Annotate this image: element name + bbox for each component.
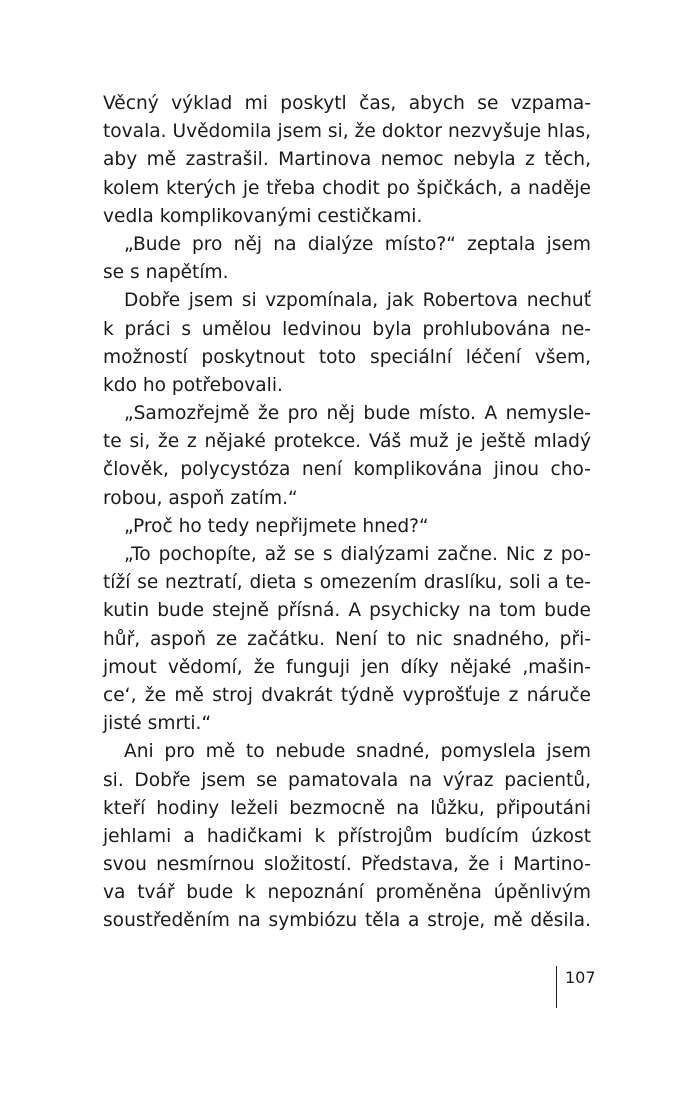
text-line: hůř, aspoň ze začátku. Není to nic snadného, při- bbox=[103, 628, 591, 650]
text-line: tovala. Uvědomila jsem si, že doktor nezvyšuje hlas, bbox=[103, 121, 591, 143]
text-line: kdo ho potřebovali. bbox=[103, 374, 283, 396]
page-number: 107 bbox=[565, 968, 596, 987]
text-line: va tvář bude k nepoznání proměněna úpěnlivým bbox=[103, 882, 591, 904]
text-line: „To pochopíte, až se s dialýzami začne. Nic z po- bbox=[124, 544, 591, 565]
text-line: robou, aspoň zatím.“ bbox=[103, 487, 298, 509]
text-line: ce‘, že mě stroj dvakrát týdně vyprošťuje z náruče bbox=[103, 684, 591, 706]
body-text bbox=[103, 90, 591, 936]
text-line: vedla komplikovanými cestičkami. bbox=[103, 205, 423, 227]
text-line: jisté smrti.“ bbox=[103, 713, 212, 735]
text-line: tíží se neztratí, dieta s omezením draslíku, soli a te- bbox=[103, 572, 591, 594]
text-line: člověk, polycystóza není komplikována jinou cho- bbox=[103, 459, 591, 481]
text-line: kutin bude stejně přísná. A psychicky na tom bude bbox=[103, 600, 591, 622]
text-line: Ani pro mě to nebude snadné, pomyslela jsem bbox=[124, 741, 591, 763]
text-line: se s napětím. bbox=[103, 262, 229, 284]
text-line: kolem kterých je třeba chodit po špičkách, a naděje bbox=[103, 177, 591, 199]
text-line: jehlami a hadičkami k přístrojům budícím úzkost bbox=[103, 825, 591, 847]
text-line: Věcný výklad mi poskytl čas, abych se vzpama- bbox=[103, 93, 591, 114]
text-line: te si, že z nějaké protekce. Váš muž je ještě mladý bbox=[103, 431, 591, 453]
text-line: Dobře jsem si vzpomínala, jak Robertova nechuť bbox=[124, 290, 591, 312]
text-line: jmout vědomí, že funguji jen díky nějaké ‚mašin- bbox=[103, 656, 591, 678]
text-line: kteří hodiny leželi bezmocně na lůžku, připoutáni bbox=[103, 797, 591, 819]
text-line: aby mě zastrašil. Martinova nemoc nebyla z těch, bbox=[103, 149, 591, 171]
text-line: svou nesmírnou složitostí. Představa, že i Martino- bbox=[103, 854, 591, 876]
page-number-rule bbox=[556, 966, 596, 1008]
text-line: „Bude pro něj na dialýze místo?“ zeptala jsem bbox=[124, 233, 591, 255]
text-line: k práci s umělou ledvinou byla prohlubována ne- bbox=[103, 318, 591, 340]
text-line: si. Dobře jsem se pamatovala na výraz pacientů, bbox=[103, 769, 591, 791]
text-line: „Proč ho tedy nepřijmete hned?“ bbox=[124, 515, 429, 537]
text-line: možností poskytnout toto speciální léčení všem, bbox=[103, 346, 591, 368]
text-line: soustředěním na symbiózu těla a stroje, mě děsila. bbox=[103, 910, 591, 932]
text-line: „Samozřejmě že pro něj bude místo. A nemysle- bbox=[124, 403, 591, 425]
